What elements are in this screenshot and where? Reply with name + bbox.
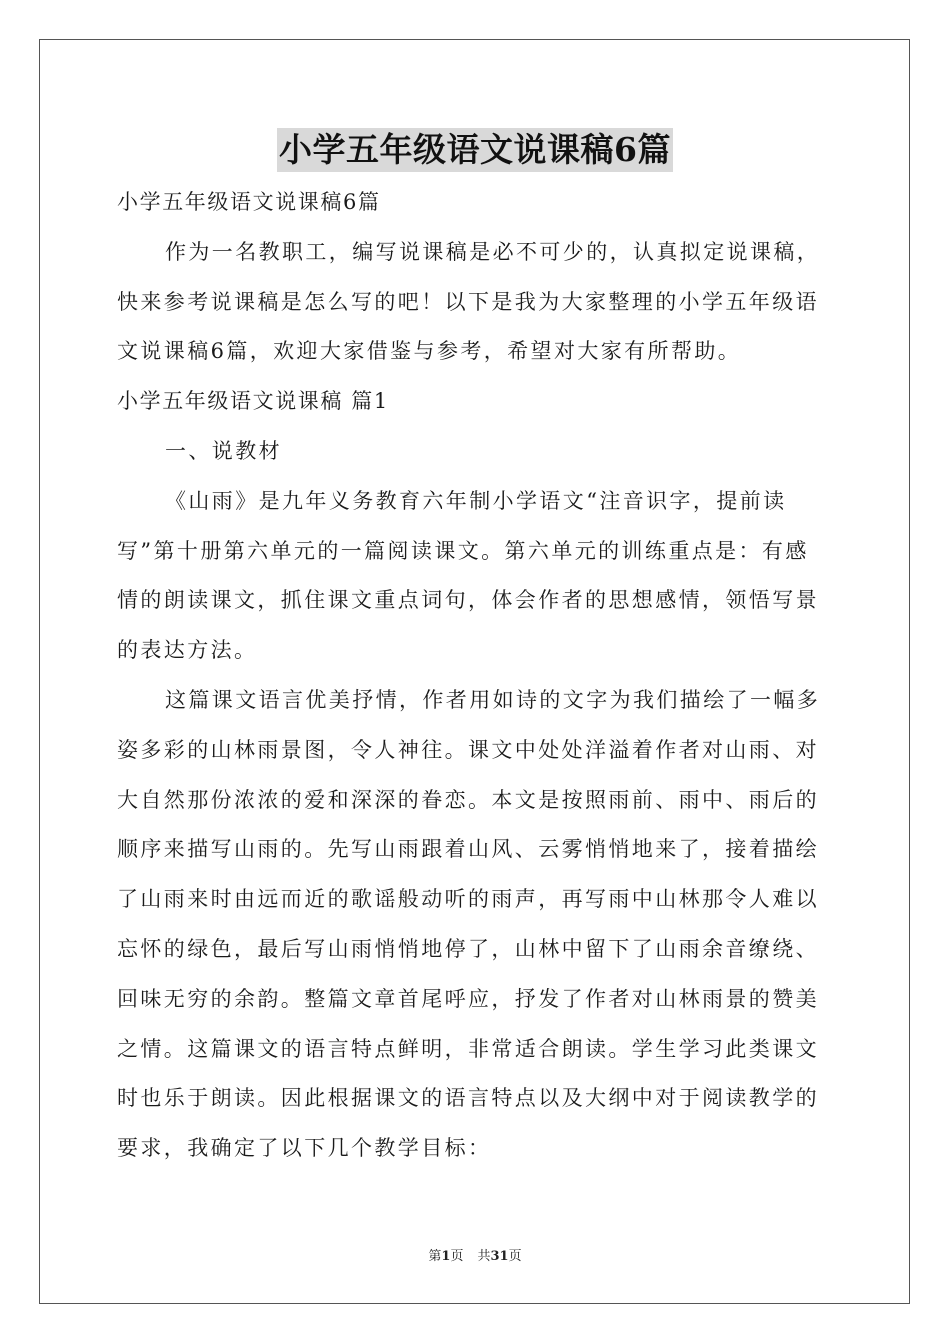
subtitle-line: 小学五年级语文说课稿6篇 (117, 190, 381, 214)
paragraph-line: 文说课稿6篇，欢迎大家借鉴与参考，希望对大家有所帮助。 (117, 339, 742, 364)
page-footer (0, 1245, 950, 1264)
paragraph-line: 姿多彩的山林雨景图，令人神往。课文中处处洋溢着作者对山雨、对 (117, 737, 819, 762)
paragraph-line: 忘怀的绿色，最后写山雨悄悄地停了，山林中留下了山雨余音缭绕、 (117, 936, 819, 961)
paragraph-line: 写”第十册第六单元的一篇阅读课文。第六单元的训练重点是：有感 (117, 538, 809, 563)
total-prefix: 共 (477, 1249, 491, 1264)
page-number: 1 (441, 1249, 451, 1264)
paragraph-line: 这篇课文语言优美抒情，作者用如诗的文字为我们描绘了一幅多 (165, 687, 821, 712)
title-block (0, 128, 950, 172)
paragraph-line: 顺序来描写山雨的。先写山雨跟着山风、云雾悄悄地来了，接着描绘 (117, 837, 819, 862)
subsection-heading: 一、说教材 (165, 438, 282, 463)
section-heading: 小学五年级语文说课稿 篇1 (117, 389, 389, 414)
paragraph-line: 要求，我确定了以下几个教学目标： (117, 1136, 492, 1161)
paragraph-line: 的表达方法。 (117, 638, 258, 663)
paragraph-line: 《山雨》是九年义务教育六年制小学语文“注音识字，提前读 (165, 488, 787, 513)
document-body (117, 178, 833, 1174)
total-suffix: 页 (508, 1249, 522, 1264)
paragraph-line: 之情。这篇课文的语言特点鲜明，非常适合朗读。学生学习此类课文 (117, 1036, 819, 1061)
paragraph-line: 回味无穷的余韵。整篇文章首尾呼应，抒发了作者对山林雨景的赞美 (117, 986, 819, 1011)
page-suffix: 页 (450, 1249, 464, 1264)
paragraph-line: 作为一名教职工，编写说课稿是必不可少的，认真拟定说课稿， (165, 239, 821, 264)
paragraph-line: 时也乐于朗读。因此根据课文的语言特点以及大纲中对于阅读教学的 (117, 1086, 819, 1111)
paragraph-line: 快来参考说课稿是怎么写的吧！以下是我为大家整理的小学五年级语 (117, 289, 819, 314)
page-prefix: 第 (428, 1249, 442, 1264)
document-title: 小学五年级语文说课稿6篇 (277, 128, 673, 172)
paragraph-line: 了山雨来时由远而近的歌谣般动听的雨声，再写雨中山林那令人难以 (117, 887, 819, 912)
paragraph-line: 大自然那份浓浓的爱和深深的眷恋。本文是按照雨前、雨中、雨后的 (117, 787, 819, 812)
total-pages: 31 (490, 1249, 509, 1264)
paragraph-line: 情的朗读课文，抓住课文重点词句，体会作者的思想感情，领悟写景 (117, 588, 819, 613)
